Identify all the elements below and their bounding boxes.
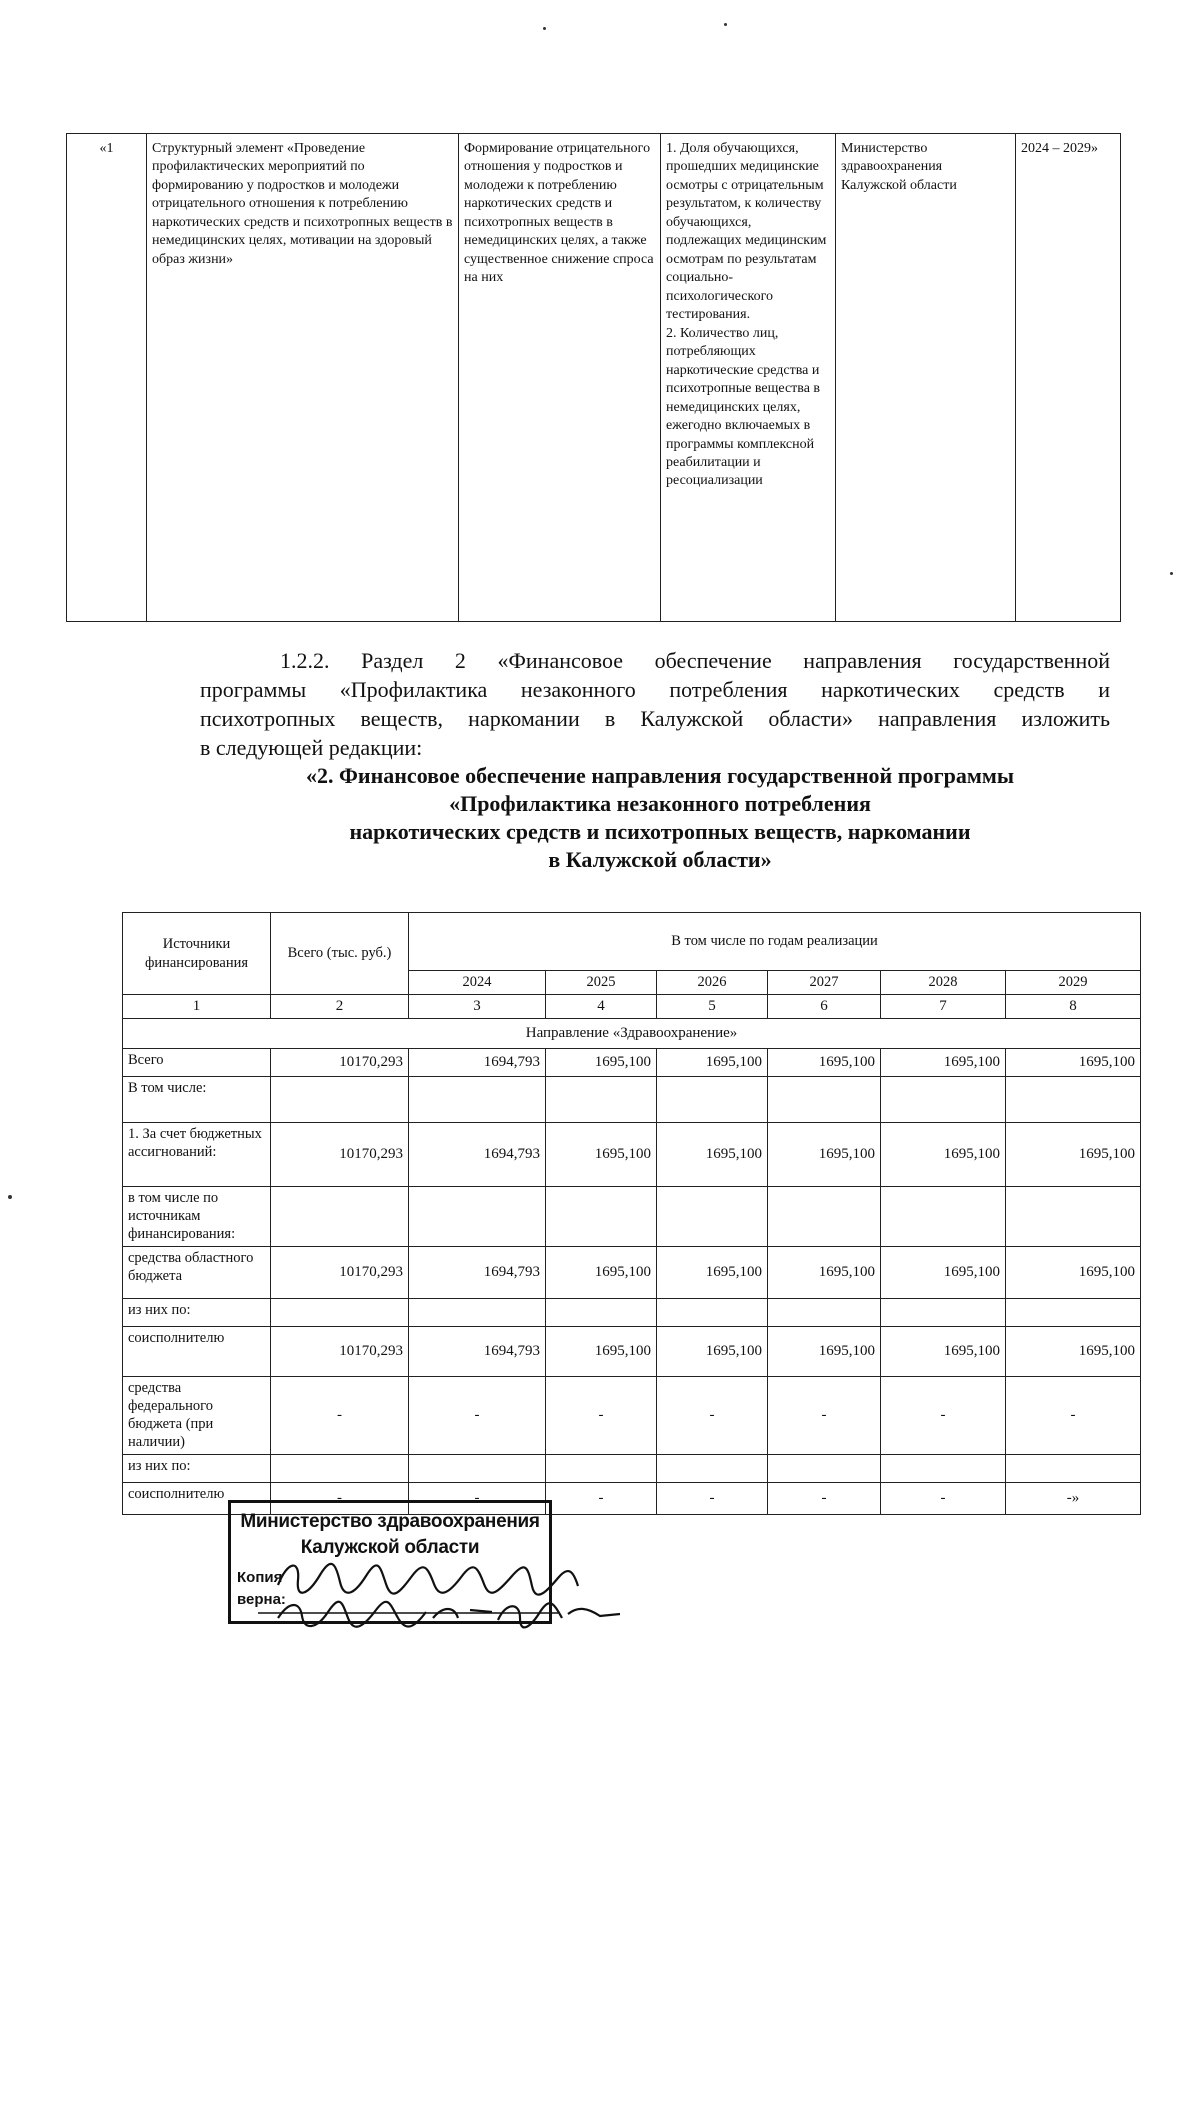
scan-speck — [724, 23, 727, 26]
year-value: - — [768, 1377, 881, 1455]
section-title: Направление «Здравоохранение» — [123, 1019, 1141, 1049]
year-value: 1695,100 — [657, 1247, 768, 1299]
year-value: 1695,100 — [1006, 1327, 1141, 1377]
scan-speck — [8, 1195, 12, 1199]
year-value — [768, 1187, 881, 1247]
indicator-1: 1. Доля обучающихся, прошедших медицинские осмотры с отрицательным результатом, к количеству обучающихся, подлежащих медицинским осмотрам по результатам социально-психологического тестирования. — [666, 141, 827, 323]
table-row — [67, 134, 1121, 622]
year-value: - — [1006, 1377, 1141, 1455]
table-row — [123, 1454, 1141, 1482]
year-value — [546, 1077, 657, 1123]
year-value — [1006, 1077, 1141, 1123]
year-value — [546, 1187, 657, 1247]
year-value: 1695,100 — [657, 1123, 768, 1187]
column-number: 1 — [123, 995, 271, 1019]
year-value: -» — [1006, 1482, 1141, 1514]
total-value: 10170,293 — [271, 1049, 409, 1077]
column-number: 8 — [1006, 995, 1141, 1019]
scan-speck — [1170, 572, 1173, 575]
heading-line: в Калужской области» — [548, 847, 772, 872]
source-label: в том числе по источникам финансирования: — [123, 1187, 271, 1247]
year-value: 1695,100 — [657, 1327, 768, 1377]
total-value — [271, 1187, 409, 1247]
year-value: - — [546, 1482, 657, 1514]
heading-line: «2. Финансовое обеспечение направления государственной программы — [306, 763, 1014, 788]
table-row — [123, 1327, 1141, 1377]
indicators-cell — [661, 134, 836, 622]
paragraph-line: психотропных веществ, наркомании в Калужской области» направления изложить — [200, 706, 1110, 731]
column-number: 2 — [271, 995, 409, 1019]
table-row — [123, 1077, 1141, 1123]
column-number: 3 — [409, 995, 546, 1019]
stamp-org-line: Калужской области — [300, 1537, 480, 1558]
table-row — [123, 1299, 1141, 1327]
total-value: 10170,293 — [271, 1327, 409, 1377]
year-value — [409, 1077, 546, 1123]
tasks-cell: Формирование отрицательного отношения у подростков и молодежи к потреблению наркотических средств и психотропных веществ в немедицинских целях, а также существенное снижение спроса на них — [459, 134, 661, 622]
total-value: - — [271, 1482, 409, 1514]
header-year: 2025 — [546, 971, 657, 995]
certification-stamp — [228, 1500, 552, 1624]
year-value: 1695,100 — [881, 1049, 1006, 1077]
year-value — [881, 1077, 1006, 1123]
table-row — [123, 1377, 1141, 1455]
section-heading — [200, 762, 1120, 874]
year-value — [409, 1454, 546, 1482]
year-value: - — [657, 1377, 768, 1455]
source-label: из них по: — [123, 1299, 271, 1327]
header-year: 2027 — [768, 971, 881, 995]
year-value — [1006, 1454, 1141, 1482]
year-value: - — [409, 1377, 546, 1455]
year-value — [1006, 1299, 1141, 1327]
stamp-org-line: Министерство здравоохранения — [240, 1511, 540, 1532]
heading-line: наркотических средств и психотропных веществ, наркомании — [349, 819, 971, 844]
year-value — [657, 1454, 768, 1482]
source-label: 1. За счет бюджетных ассигнований: — [123, 1123, 271, 1187]
year-value: 1695,100 — [768, 1123, 881, 1187]
table-row — [123, 1123, 1141, 1187]
total-value — [271, 1077, 409, 1123]
column-number: 5 — [657, 995, 768, 1019]
year-value: 1695,100 — [546, 1247, 657, 1299]
year-value — [657, 1299, 768, 1327]
total-value: 10170,293 — [271, 1247, 409, 1299]
responsible-cell: Министерство здравоохранения Калужской области — [836, 134, 1016, 622]
source-label: средства федерального бюджета (при наличии) — [123, 1377, 271, 1455]
header-total: Всего (тыс. руб.) — [271, 913, 409, 995]
total-value — [271, 1454, 409, 1482]
year-value: - — [768, 1482, 881, 1514]
finance-table — [122, 912, 1141, 1515]
year-value — [409, 1187, 546, 1247]
row-number: «1 — [67, 134, 147, 622]
year-value: - — [409, 1482, 546, 1514]
year-value: 1694,793 — [409, 1247, 546, 1299]
year-value: 1695,100 — [768, 1049, 881, 1077]
year-value: 1695,100 — [1006, 1049, 1141, 1077]
structural-element-cell: Структурный элемент «Проведение профилактических мероприятий по формированию у подростков и молодежи отрицательного отношения к потреблению наркотических средств и психотропных веществ в немедицинских целях, мотивации на здоровый образ жизни» — [147, 134, 459, 622]
stamp-true-label: верна: — [237, 1591, 286, 1608]
table-row — [123, 1187, 1141, 1247]
table-row — [123, 1247, 1141, 1299]
year-value: 1695,100 — [1006, 1123, 1141, 1187]
year-value — [546, 1454, 657, 1482]
year-value: 1695,100 — [881, 1327, 1006, 1377]
year-value: 1695,100 — [546, 1123, 657, 1187]
source-label: средства областного бюджета — [123, 1247, 271, 1299]
year-value — [881, 1187, 1006, 1247]
finance-body — [123, 1049, 1141, 1515]
year-value — [657, 1187, 768, 1247]
year-value: 1694,793 — [409, 1049, 546, 1077]
source-label: соисполнителю — [123, 1327, 271, 1377]
header-row — [123, 913, 1141, 971]
year-value: 1694,793 — [409, 1327, 546, 1377]
column-number: 4 — [546, 995, 657, 1019]
year-value: 1695,100 — [657, 1049, 768, 1077]
total-value: - — [271, 1377, 409, 1455]
header-year: 2028 — [881, 971, 1006, 995]
heading-line: «Профилактика незаконного потребления — [449, 791, 871, 816]
table-row — [123, 1049, 1141, 1077]
scan-speck — [543, 27, 546, 30]
total-value — [271, 1299, 409, 1327]
year-value: 1694,793 — [409, 1123, 546, 1187]
period-cell: 2024 – 2029» — [1016, 134, 1121, 622]
structural-element-table — [66, 133, 1121, 622]
year-value: 1695,100 — [768, 1327, 881, 1377]
year-value: 1695,100 — [881, 1123, 1006, 1187]
header-source: Источники финансирования — [123, 913, 271, 995]
header-year: 2026 — [657, 971, 768, 995]
year-value: - — [881, 1377, 1006, 1455]
year-value: 1695,100 — [1006, 1247, 1141, 1299]
year-value: - — [657, 1482, 768, 1514]
total-value: 10170,293 — [271, 1123, 409, 1187]
year-value — [768, 1454, 881, 1482]
header-year: 2024 — [409, 971, 546, 995]
column-number: 7 — [881, 995, 1006, 1019]
amendment-paragraph — [200, 646, 1110, 762]
paragraph-line: программы «Профилактика незаконного потребления наркотических средств и — [200, 677, 1110, 702]
column-number: 6 — [768, 995, 881, 1019]
year-value — [657, 1077, 768, 1123]
year-value: 1695,100 — [546, 1327, 657, 1377]
year-value: 1695,100 — [881, 1247, 1006, 1299]
header-year: 2029 — [1006, 971, 1141, 995]
year-value — [1006, 1187, 1141, 1247]
year-value: - — [546, 1377, 657, 1455]
year-value: 1695,100 — [768, 1247, 881, 1299]
source-label: Всего — [123, 1049, 271, 1077]
year-value — [409, 1299, 546, 1327]
year-value — [881, 1454, 1006, 1482]
source-label: В том числе: — [123, 1077, 271, 1123]
year-value: - — [881, 1482, 1006, 1514]
source-label: из них по: — [123, 1454, 271, 1482]
indicator-2: 2. Количество лиц, потребляющих наркотические средства и психотропные вещества в немедицинских целях, ежегодно включаемых в программы комплексной реабилитации и ресоциализации — [666, 325, 821, 489]
year-value — [546, 1299, 657, 1327]
paragraph-line: 1.2.2. Раздел 2 «Финансовое обеспечение направления государственной — [280, 648, 1110, 673]
header-years-group: В том числе по годам реализации — [409, 913, 1141, 971]
year-value — [881, 1299, 1006, 1327]
section-row — [123, 1019, 1141, 1049]
year-value — [768, 1299, 881, 1327]
year-value: 1695,100 — [546, 1049, 657, 1077]
source-label: соисполнителю — [123, 1482, 271, 1514]
column-number-row — [123, 995, 1141, 1019]
paragraph-line: в следующей редакции: — [200, 735, 423, 760]
year-value — [768, 1077, 881, 1123]
stamp-copy-label: Копия — [237, 1569, 283, 1586]
